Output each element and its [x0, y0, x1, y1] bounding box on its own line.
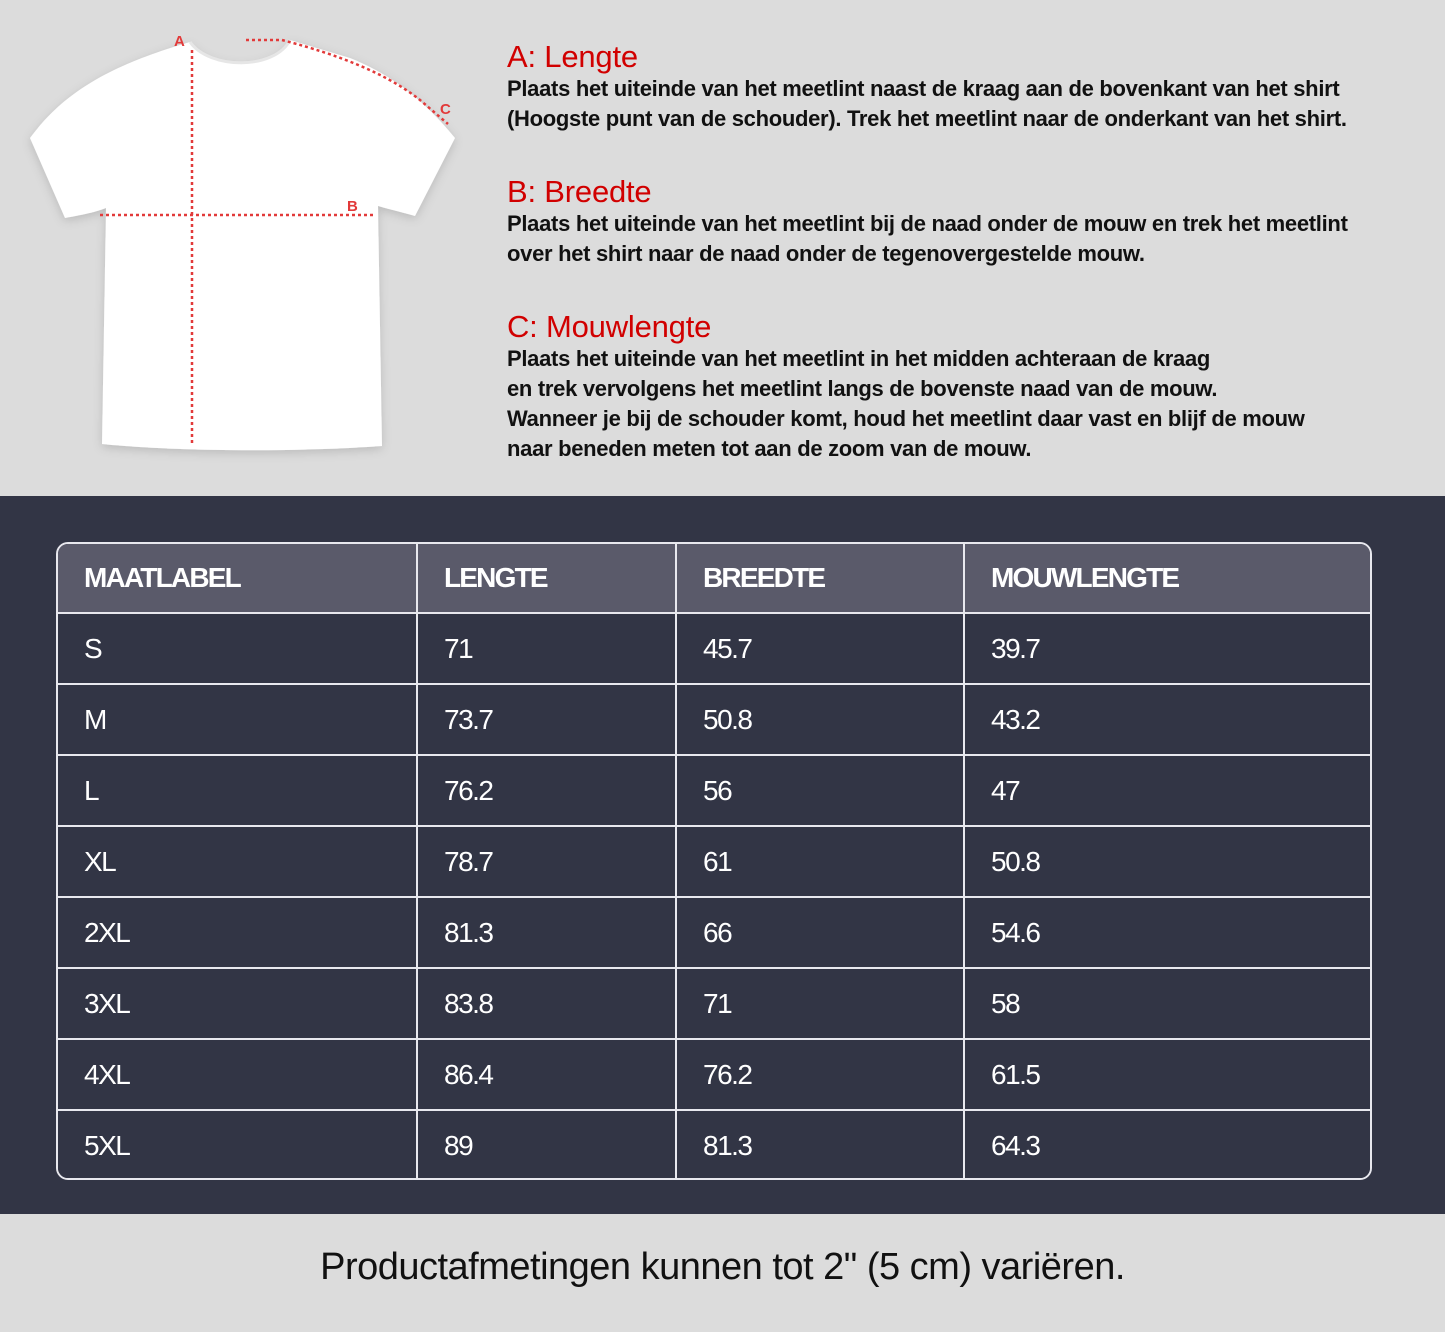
cell-sleeve-length: 47 [964, 755, 1370, 826]
description-length [507, 40, 1437, 134]
footer-note: Productafmetingen kunnen tot 2" (5 cm) variëren. [320, 1245, 1125, 1288]
cell-sleeve-length: 64.3 [964, 1110, 1370, 1180]
cell-length: 73.7 [417, 684, 676, 755]
table-row [58, 755, 1370, 826]
table-row [58, 826, 1370, 897]
cell-width: 81.3 [676, 1110, 964, 1180]
cell-width: 66 [676, 897, 964, 968]
cell-size: 5XL [58, 1110, 417, 1180]
table-row [58, 1039, 1370, 1110]
cell-length: 83.8 [417, 968, 676, 1039]
label-c: C [440, 101, 451, 118]
description-title: C: Mouwlengte [507, 309, 712, 344]
header-sleeve-length: MOUWLENGTE [964, 544, 1370, 613]
cell-sleeve-length: 50.8 [964, 826, 1370, 897]
cell-sleeve-length: 39.7 [964, 613, 1370, 684]
size-table [56, 542, 1372, 1180]
cell-size: 3XL [58, 968, 417, 1039]
cell-length: 78.7 [417, 826, 676, 897]
header-size-label: MAATLABEL [58, 544, 417, 613]
cell-length: 89 [417, 1110, 676, 1180]
header-width: BREEDTE [676, 544, 964, 613]
tshirt-diagram [20, 28, 470, 468]
table-row [58, 968, 1370, 1039]
table-row [58, 684, 1370, 755]
table-row [58, 613, 1370, 684]
cell-sleeve-length: 54.6 [964, 897, 1370, 968]
description-text: Plaats het uiteinde van het meetlint bij de naad onder de mouw en trek het meetlint over het shirt naar de naad onder de tegenovergestelde mouw. [507, 211, 1348, 266]
cell-length: 76.2 [417, 755, 676, 826]
description-text: Plaats het uiteinde van het meetlint naast de kraag aan de bovenkant van het shirt (Hoogste punt van de schouder). Trek het meetlint naar de onderkant van het shirt. [507, 76, 1347, 131]
cell-sleeve-length: 43.2 [964, 684, 1370, 755]
cell-length: 71 [417, 613, 676, 684]
cell-size: S [58, 613, 417, 684]
cell-sleeve-length: 61.5 [964, 1039, 1370, 1110]
cell-size: XL [58, 826, 417, 897]
description-text: Plaats het uiteinde van het meetlint in het midden achteraan de kraag en trek vervolgens het meetlint langs de bovenste naad van de mouw. Wanneer je bij de schouder komt, houd het meetlint daar vast en blijf de mouw naar beneden meten tot aan de zoom van de mouw. [507, 346, 1305, 461]
table-row [58, 1110, 1370, 1180]
cell-width: 56 [676, 755, 964, 826]
cell-width: 45.7 [676, 613, 964, 684]
measurement-guide-section [0, 0, 1445, 496]
cell-sleeve-length: 58 [964, 968, 1370, 1039]
cell-size: M [58, 684, 417, 755]
description-width [507, 175, 1437, 269]
description-title: A: Lengte [507, 39, 638, 74]
label-a: A [174, 33, 185, 50]
cell-length: 86.4 [417, 1039, 676, 1110]
cell-size: 4XL [58, 1039, 417, 1110]
cell-width: 50.8 [676, 684, 964, 755]
label-b: B [347, 198, 358, 215]
cell-size: L [58, 755, 417, 826]
footer [0, 1214, 1445, 1332]
tshirt-shape [30, 40, 455, 450]
header-length: LENGTE [417, 544, 676, 613]
cell-length: 81.3 [417, 897, 676, 968]
cell-width: 71 [676, 968, 964, 1039]
cell-width: 76.2 [676, 1039, 964, 1110]
description-title: B: Breedte [507, 174, 652, 209]
table-header-row [58, 544, 1370, 613]
cell-size: 2XL [58, 897, 417, 968]
cell-width: 61 [676, 826, 964, 897]
table-row [58, 897, 1370, 968]
description-sleeve-length [507, 310, 1437, 464]
